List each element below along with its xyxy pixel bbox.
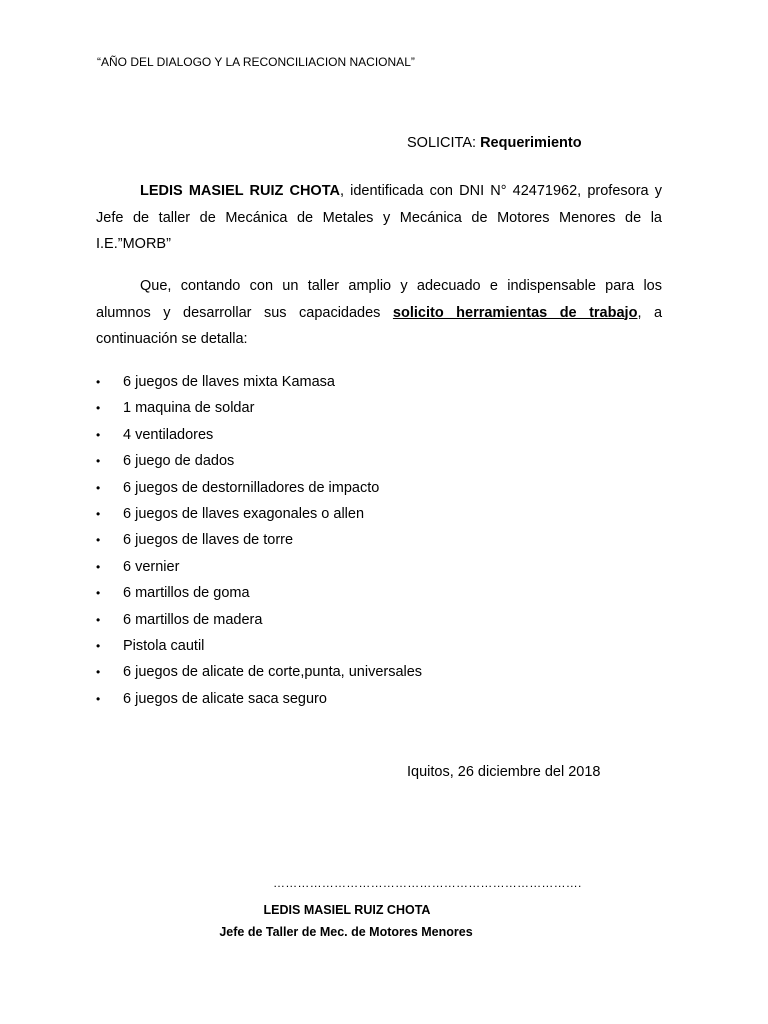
- bullet-icon: •: [96, 480, 101, 495]
- header-motto: “AÑO DEL DIALOGO Y LA RECONCILIACION NACIONAL”: [97, 55, 415, 69]
- list-item: [96, 607, 422, 633]
- list-item: [96, 369, 422, 395]
- list-item-text: 6 juegos de destornilladores de impacto: [123, 479, 380, 496]
- position-text: y Jefe de taller de Mecánica de Metales y Mecánica de Motores Menores de la I.E.”MORB”: [96, 183, 663, 252]
- bullet-icon: •: [96, 665, 101, 680]
- solicita-value: Requerimiento: [480, 135, 582, 151]
- bullet-icon: •: [96, 691, 101, 706]
- list-item: [96, 422, 422, 448]
- bullet-icon: •: [96, 454, 101, 469]
- bullet-icon: •: [96, 401, 101, 416]
- list-item-text: 6 juegos de alicate de corte,punta, universales: [123, 664, 423, 681]
- identification-text: , identificada con DNI N° 42471962, profesora: [339, 183, 649, 199]
- signature-line: ………………………………………………………………….: [273, 876, 582, 890]
- list-item: [96, 501, 422, 527]
- solicita-line: [407, 135, 582, 151]
- list-item: [96, 448, 422, 474]
- bullet-icon: •: [96, 612, 101, 627]
- bullet-icon: •: [96, 427, 101, 442]
- list-item-text: 6 martillos de goma: [123, 585, 250, 602]
- request-underlined: solicito herramientas de trabajo: [392, 304, 638, 321]
- list-item: [96, 475, 422, 501]
- bullet-icon: •: [96, 559, 101, 574]
- tools-list: [96, 369, 422, 712]
- list-item-text: 6 vernier: [123, 558, 180, 575]
- list-item: [96, 554, 422, 580]
- list-item-text: 6 juegos de llaves de torre: [123, 532, 294, 549]
- paragraph-identification: [96, 178, 662, 258]
- list-item: [96, 395, 422, 421]
- list-item-text: 6 martillos de madera: [123, 611, 263, 628]
- list-item: [96, 527, 422, 553]
- list-item: [96, 659, 422, 685]
- request-after: , a continuación se detalla:: [96, 304, 663, 347]
- list-item-text: Pistola cautil: [123, 637, 205, 654]
- list-item-text: 1 maquina de soldar: [123, 400, 255, 417]
- list-item: [96, 580, 422, 606]
- bullet-icon: •: [96, 375, 101, 389]
- list-item-text: 6 juegos de alicate saca seguro: [123, 690, 327, 707]
- list-item: [96, 633, 422, 659]
- bullet-icon: •: [96, 586, 101, 601]
- signature-name: LEDIS MASIEL RUIZ CHOTA: [263, 903, 431, 917]
- list-item: [96, 686, 422, 712]
- request-text: Que, contando con un taller amplio y adecuado e indispensable para los alumnos y desarrollar sus capacidades: [96, 278, 662, 321]
- list-item-text: 6 juego de dados: [123, 453, 235, 470]
- applicant-name: LEDIS MASIEL RUIZ CHOTA: [140, 183, 340, 199]
- bullet-icon: •: [96, 506, 101, 521]
- bullet-icon: •: [96, 638, 101, 653]
- solicita-label: SOLICITA:: [407, 135, 477, 151]
- date-line: Iquitos, 26 diciembre del 2018: [407, 764, 601, 780]
- list-item-text: 6 juegos de llaves exagonales o allen: [123, 505, 365, 522]
- bullet-icon: •: [96, 533, 101, 548]
- signature-title: Jefe de Taller de Mec. de Motores Menores: [219, 925, 473, 939]
- paragraph-request: [96, 273, 662, 353]
- list-item-text: 6 juegos de llaves mixta Kamasa: [123, 374, 335, 390]
- list-item-text: 4 ventiladores: [123, 426, 214, 443]
